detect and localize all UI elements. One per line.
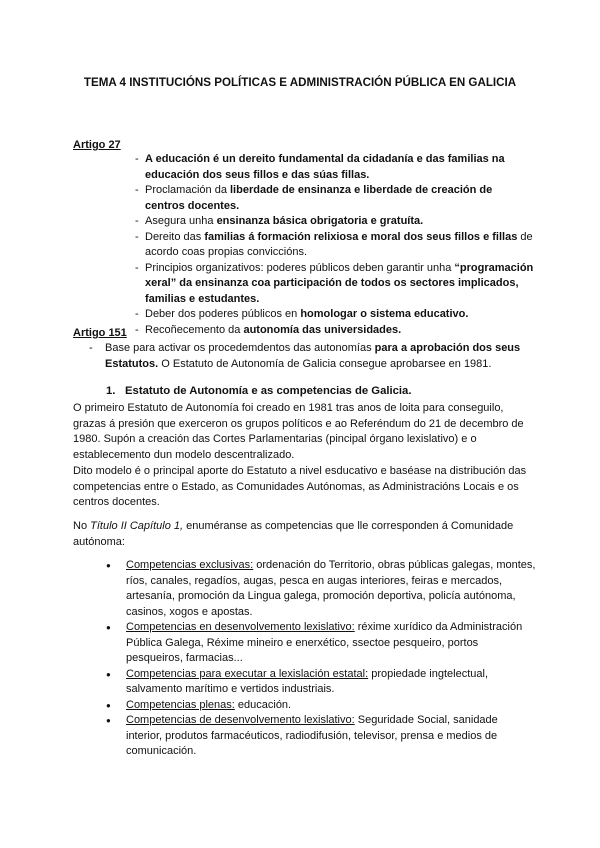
section-heading: 1. Estatuto de Autonomía e as competencias de Galicia.	[106, 385, 412, 397]
list-item: - Deber dos poderes públicos en homologar o sistema educativo.	[145, 307, 535, 323]
artigo-27-heading: Artigo 27	[73, 139, 121, 151]
list-item: ● Competencias en desenvolvemento lexislativo: réxime xurídico da Administración Pública Galega, Réxime mineiro e enerxético, ssectoe pesqueiro, portos pesqueiros, farmacias...	[126, 620, 536, 667]
paragraph-history: O primeiro Estatuto de Autonomía foi creado en 1981 tras anos de loita para conseguilo, grazas á presión que exerceron os grupos políticos e ao Referéndum do 21 de decembro de 1980. Supón a creación das Cortes Parlamentarias (pincipal órgano lexislativo) e o establecemento dun modelo descentralizado.	[73, 402, 524, 461]
list-item: ● Competencias para executar a lexislación estatal: propiedade ingtelectual, salvamento marítimo e vertidos industriais.	[126, 667, 536, 698]
list-item: - Asegura unha ensinanza básica obrigatoria e gratuíta.	[145, 214, 535, 230]
list-item: - Recoñecemento da autonomía das universidades.	[145, 323, 535, 339]
list-item: - Base para activar os procedemdentos das autonomías para a aprobación dos seus Estatutos. O Estatuto de Autonomía de Galicia consegue aprobarsee en 1981.	[105, 341, 525, 372]
list-item: - Principios organizativos: poderes públicos deben garantir unha “programación xeral” da ensinanza coa participación de todos os sectores implicados, familias e estudantes.	[145, 261, 535, 308]
paragraph-intro-competencias: No Título II Capítulo 1, enuméranse as competencias que lle corresponden á Comunidade autónoma:	[73, 520, 514, 548]
list-item: - Dereito das familias á formación relixiosa e moral dos seus fillos e fillas de acordo coas propias conviccións.	[145, 230, 535, 261]
paragraph-model: Dito modelo é o principal aporte do Estatuto a nivel esducativo e baséase na distribución das competencias entre o Estado, as Comunidades Autónomas, as Administracións Locais e os centros docentes.	[73, 465, 527, 508]
document-title: TEMA 4 INSTITUCIÓNS POLÍTICAS E ADMINISTRACIÓN PÚBLICA EN GALICIA	[83, 76, 517, 89]
artigo-27-list	[145, 152, 535, 338]
list-item: ● Competencias exclusivas: ordenación do Territorio, obras públicas galegas, montes, ríos, canales, regadíos, augas, pesca en augas interiores, feiras e mercados, artesanía, promoción da Lingua galega, promoción deportiva, policía autónoma, casinos, xogos e apostas.	[126, 558, 536, 620]
list-item: ● Competencias plenas: educación.	[126, 698, 536, 714]
artigo-151-list	[105, 341, 525, 372]
list-item: - Proclamación da liberdade de ensinanza e liberdade de creación de centros docentes.	[145, 183, 535, 214]
list-item: - A educación é un dereito fundamental da cidadanía e das familias na educación dos seus fillos e das súas fillas.	[145, 152, 535, 183]
competencias-list	[126, 558, 536, 760]
artigo-151-heading: Artigo 151	[73, 327, 127, 339]
list-item: ● Competencias de desenvolvemento lexislativo: Seguridade Social, sanidade interior, produtos farmacéuticos, radiodifusión, televisor, prensa e medios de comunicación.	[126, 713, 536, 760]
